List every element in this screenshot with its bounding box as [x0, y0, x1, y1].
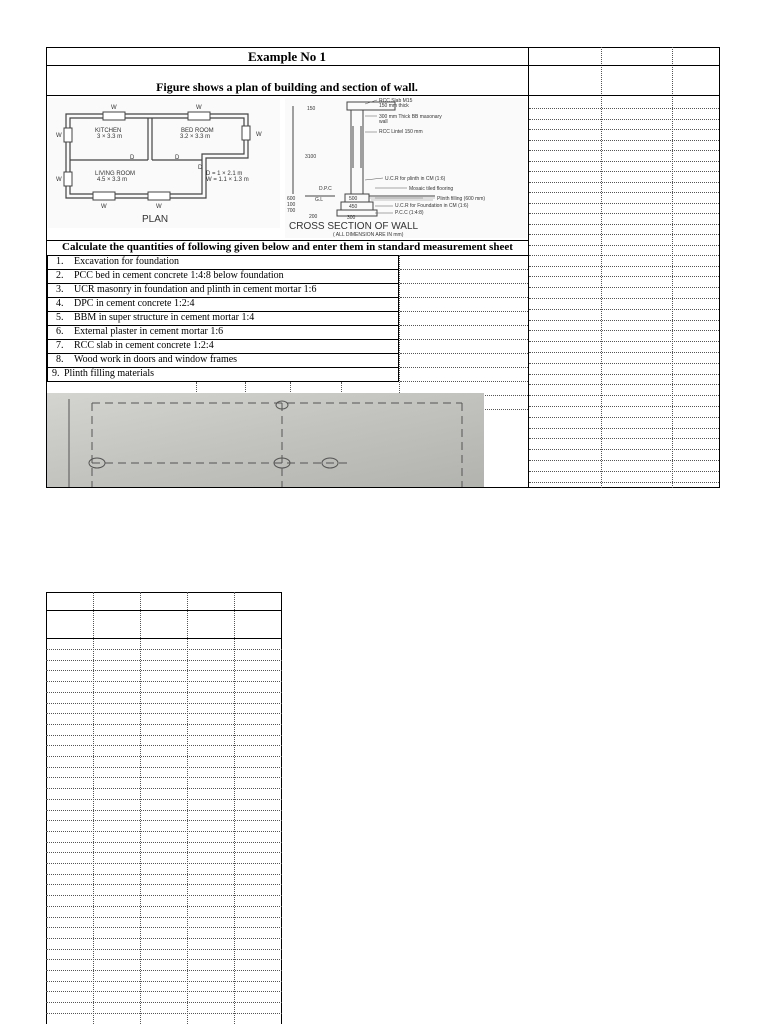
item-text: Plinth filling materials: [64, 368, 154, 379]
list-item: [47, 270, 399, 284]
row-divider: [46, 938, 282, 939]
door-mark: D: [198, 165, 203, 171]
row-divider: [529, 320, 719, 321]
row-divider: [529, 224, 719, 225]
row-divider: [529, 374, 719, 375]
item-text: PCC bed in cement concrete 1:4:8 below foundation: [74, 270, 284, 281]
dimension: 100: [287, 202, 296, 208]
row-divider: [46, 959, 282, 960]
row-divider: [529, 255, 719, 256]
column-divider: [601, 47, 602, 488]
row-divider: [400, 339, 528, 340]
row-divider: [529, 161, 719, 162]
list-item: [47, 340, 399, 354]
room-name: KITCHEN: [95, 128, 122, 134]
section-label: RCC Slab M15: [379, 98, 413, 104]
dimension: 300: [347, 215, 356, 221]
row-divider: [46, 981, 282, 982]
row-divider: [46, 831, 282, 832]
row-divider: [46, 95, 720, 96]
row-divider: [46, 745, 282, 746]
row-divider: [529, 213, 719, 214]
section-label: Plinth filling (600 mm): [437, 196, 486, 202]
row-divider: [529, 129, 719, 130]
plan-label: PLAN: [142, 214, 169, 225]
row-divider: [529, 460, 719, 461]
row-divider: [46, 820, 282, 821]
row-divider: [529, 417, 719, 418]
row-divider: [46, 692, 282, 693]
section-subtitle: ( ALL DIMENSION ARE IN mm): [333, 232, 404, 238]
row-divider: [529, 182, 719, 183]
window-mark: W: [56, 133, 62, 139]
row-divider: [529, 309, 719, 310]
room-name: LIVING ROOM: [95, 171, 136, 177]
door-mark: D: [130, 155, 135, 161]
window-mark: W: [56, 177, 62, 183]
list-item: [47, 326, 399, 340]
row-divider: [46, 906, 282, 907]
row-divider: [46, 724, 282, 725]
row-divider: [529, 140, 719, 141]
row-divider: [529, 449, 719, 450]
row-divider: [529, 482, 719, 483]
item-text: BBM in super structure in cement mortar 1:4: [74, 312, 255, 323]
row-divider: [46, 649, 282, 650]
section-title: CROSS SECTION OF WALL: [289, 221, 419, 232]
row-divider: [46, 660, 282, 661]
item-number: 9.: [52, 368, 60, 379]
header-divider: [46, 638, 282, 639]
row-divider: [529, 395, 719, 396]
row-divider: [46, 970, 282, 971]
row-divider: [46, 863, 282, 864]
row-divider: [529, 171, 719, 172]
row-divider: [46, 713, 282, 714]
section-label: 150 mm thick: [379, 103, 409, 109]
door-mark: D: [175, 155, 180, 161]
item-number: 6.: [56, 326, 64, 337]
row-divider: [400, 269, 528, 270]
list-item: [47, 368, 399, 382]
row-divider: [529, 330, 719, 331]
row-divider: [46, 65, 720, 66]
item-text: Excavation for foundation: [74, 256, 179, 267]
row-divider: [46, 735, 282, 736]
row-divider: [400, 367, 528, 368]
list-item: [47, 256, 399, 270]
row-divider: [46, 810, 282, 811]
row-divider: [529, 287, 719, 288]
dimension: 500: [349, 196, 358, 202]
row-divider: [529, 266, 719, 267]
section-label: U.C.R for Foundation in CM (1:6): [395, 203, 469, 209]
header-divider: [46, 610, 282, 611]
row-divider: [46, 852, 282, 853]
window-mark: W: [156, 204, 162, 210]
cross-section-drawing: [285, 98, 527, 238]
plan-drawing: [48, 98, 280, 228]
window-mark: W: [196, 105, 202, 111]
row-divider: [46, 681, 282, 682]
row-divider: [529, 341, 719, 342]
row-divider: [529, 192, 719, 193]
row-divider: [529, 352, 719, 353]
window-mark: W: [256, 132, 262, 138]
row-divider: [46, 703, 282, 704]
item-number: 2.: [56, 270, 64, 281]
row-divider: [46, 799, 282, 800]
row-divider: [46, 788, 282, 789]
item-number: 8.: [56, 354, 64, 365]
item-text: UCR masonry in foundation and plinth in cement mortar 1:6: [74, 284, 317, 295]
section-label: wall: [379, 119, 388, 125]
row-divider: [529, 203, 719, 204]
row-divider: [46, 874, 282, 875]
page-subtitle: Figure shows a plan of building and section of wall.: [156, 80, 418, 94]
instruction-text: Calculate the quantities of following given below and enter them in standard measurement sheet: [62, 241, 513, 253]
item-text: Wood work in doors and window frames: [74, 354, 238, 365]
list-item: [47, 354, 399, 368]
room-size: 4.5 × 3.3 m: [97, 177, 128, 183]
row-divider: [400, 297, 528, 298]
row-divider: [529, 108, 719, 109]
window-mark: W: [101, 204, 107, 210]
row-divider: [529, 384, 719, 385]
row-divider: [46, 884, 282, 885]
row-divider: [46, 991, 282, 992]
page-title: Example No 1: [248, 49, 326, 64]
section-label: RCC Lintel 150 mm: [379, 129, 423, 135]
row-divider: [46, 756, 282, 757]
row-divider: [529, 471, 719, 472]
row-divider: [529, 363, 719, 364]
item-text: External plaster in cement mortar 1:6: [74, 326, 224, 337]
item-number: 1.: [56, 256, 64, 267]
dimension: 700: [287, 208, 296, 214]
row-divider: [46, 895, 282, 896]
window-mark: W: [111, 105, 117, 111]
row-divider: [529, 406, 719, 407]
column-divider: [528, 47, 529, 488]
room-name: BED ROOM: [181, 128, 214, 134]
section-label: P.C.C (1:4:8): [395, 210, 424, 216]
row-divider: [400, 311, 528, 312]
item-text: DPC in cement concrete 1:2:4: [74, 298, 195, 309]
row-divider: [46, 949, 282, 950]
list-item: [47, 284, 399, 298]
row-divider: [400, 353, 528, 354]
item-number: 4.: [56, 298, 64, 309]
dimension: 150: [307, 106, 316, 112]
section-label: 300 mm Thick BB masonary: [379, 114, 442, 120]
row-divider: [400, 381, 528, 382]
row-divider: [529, 276, 719, 277]
row-divider: [529, 298, 719, 299]
row-divider: [400, 325, 528, 326]
item-number: 3.: [56, 284, 64, 295]
door-size-note: D = 1 × 2.1 m: [206, 171, 243, 177]
row-divider: [529, 119, 719, 120]
room-size: 3 × 3.3 m: [97, 134, 123, 140]
list-item: [47, 312, 399, 326]
row-divider: [46, 767, 282, 768]
row-divider: [46, 670, 282, 671]
item-number: 5.: [56, 312, 64, 323]
row-divider: [46, 917, 282, 918]
section-label: D.P.C: [319, 186, 332, 192]
section-label: Mosaic tiled flooring: [409, 186, 454, 192]
row-divider: [529, 150, 719, 151]
section-label: U.C.R for plinth in CM (1:6): [385, 176, 446, 182]
column-divider: [672, 47, 673, 488]
row-divider: [46, 842, 282, 843]
row-divider: [529, 245, 719, 246]
sketch-photo: [47, 393, 484, 487]
row-divider: [529, 234, 719, 235]
dimension: 600: [287, 196, 296, 202]
row-divider: [46, 1002, 282, 1003]
item-text: RCC slab in cement concrete 1:2:4: [74, 340, 214, 351]
window-size-note: W = 1.1 × 1.3 m: [206, 177, 249, 183]
room-size: 3.2 × 3.3 m: [180, 134, 211, 140]
row-divider: [46, 1013, 282, 1014]
row-divider: [529, 428, 719, 429]
dimension: 450: [349, 204, 358, 210]
list-item: [47, 298, 399, 312]
row-divider: [529, 438, 719, 439]
row-divider: [46, 927, 282, 928]
dimension: 3100: [305, 154, 317, 160]
row-divider: [46, 777, 282, 778]
dimension: 200: [309, 214, 318, 220]
row-divider: [400, 283, 528, 284]
item-number: 7.: [56, 340, 64, 351]
section-label: G.L: [315, 197, 324, 203]
